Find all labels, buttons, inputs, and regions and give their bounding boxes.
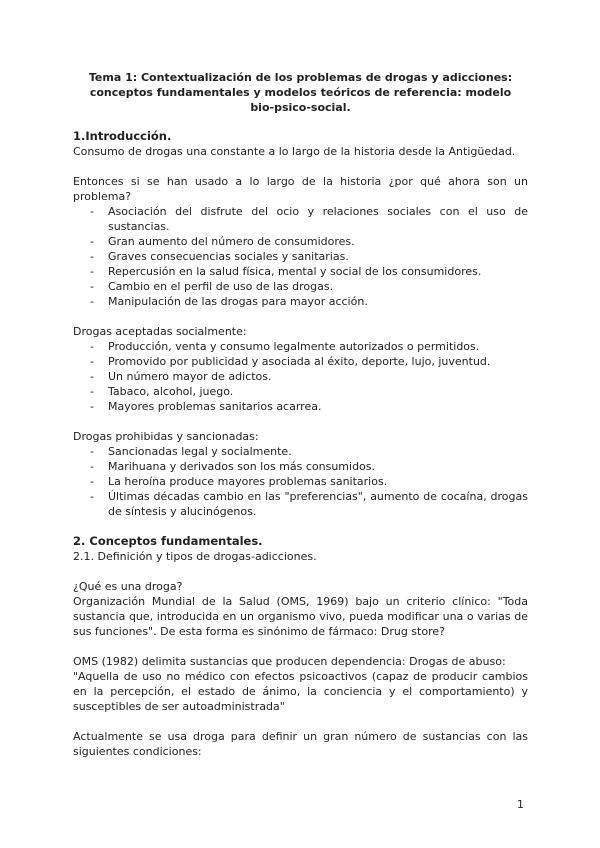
title-line-1: Tema 1: Contextualización de los problemas de drogas y adicciones:: [88, 71, 513, 84]
list-item: - Mayores problemas sanitarios acarrea.: [73, 399, 528, 414]
current-definition-paragraph: Actualmente se usa droga para definir un gran número de sustancias con las siguientes condiciones:: [73, 730, 528, 758]
list-item: - Graves consecuencias sociales y sanitarias.: [73, 249, 528, 264]
list-item: - Últimas décadas cambio en las "preferencias", aumento de cocaína, drogas de síntesis y alucinógenos.: [73, 489, 528, 519]
list-item: - Asociación del disfrute del ocio y relaciones sociales con el uso de sustancias.: [73, 204, 528, 234]
list-item: - Repercusión en la salud física, mental y social de los consumidores.: [73, 264, 528, 279]
list-item: - Manipulación de las drogas para mayor acción.: [73, 294, 528, 309]
list-item: - Un número mayor de adictos.: [73, 369, 528, 384]
oms-1969-paragraph: Organización Mundial de la Salud (OMS, 1969) bajo un criterio clínico: "Toda sustancia que, introducida en un organismo vivo, pueda modificar una o varias de sus funciones". De esta forma es sinónimo de fármaco: Drug store?: [73, 595, 528, 638]
reasons-list: [73, 204, 528, 309]
oms-1982-quote: "Aquella de uso no médico con efectos psicoactivos (capaz de producir cambios en la percepción, el estado de ánimo, la conciencia y el comportamiento) y susceptibles de ser autoadministrada": [73, 670, 528, 713]
section-2-heading: 2. Conceptos fundamentales.: [73, 534, 263, 548]
accepted-heading: Drogas aceptadas socialmente:: [73, 325, 247, 338]
list-item: - Producción, venta y consumo legalmente autorizados o permitidos.: [73, 339, 528, 354]
section-2-1-subheading: 2.1. Definición y tipos de drogas-adicciones.: [73, 550, 317, 563]
list-item: - Promovido por publicidad y asociada al éxito, deporte, lujo, juventud.: [73, 354, 528, 369]
prohibited-heading: Drogas prohibidas y sancionadas:: [73, 430, 259, 443]
list-item: - Tabaco, alcohol, juego.: [73, 384, 528, 399]
list-item: - Sancionadas legal y socialmente.: [73, 444, 528, 459]
oms-1982-intro: OMS (1982) delimita sustancias que producen dependencia: Drogas de abuso:: [73, 655, 506, 668]
prohibited-list: [73, 444, 528, 519]
list-item: - Marihuana y derivados son los más consumidos.: [73, 459, 528, 474]
section-1-heading: 1.Introducción.: [73, 129, 172, 143]
intro-paragraph: Consumo de drogas una constante a lo largo de la historia desde la Antigüedad.: [73, 145, 516, 158]
droga-question: ¿Qué es una droga?: [73, 580, 183, 593]
list-item: - La heroína produce mayores problemas sanitarios.: [73, 474, 528, 489]
title-line-2: conceptos fundamentales y modelos teóricos de referencia: modelo: [89, 86, 512, 99]
document-page: [73, 70, 528, 759]
list-item: - Gran aumento del número de consumidores.: [73, 234, 528, 249]
question-paragraph: Entonces si se han usado a lo largo de la historia ¿por qué ahora son un problema?: [73, 175, 528, 203]
accepted-list: [73, 339, 528, 414]
title-line-3: bio-psico-social.: [250, 101, 351, 114]
page-number: 1: [517, 798, 524, 811]
list-item: - Cambio en el perfil de uso de las drogas.: [73, 279, 528, 294]
document-title: [73, 70, 528, 115]
